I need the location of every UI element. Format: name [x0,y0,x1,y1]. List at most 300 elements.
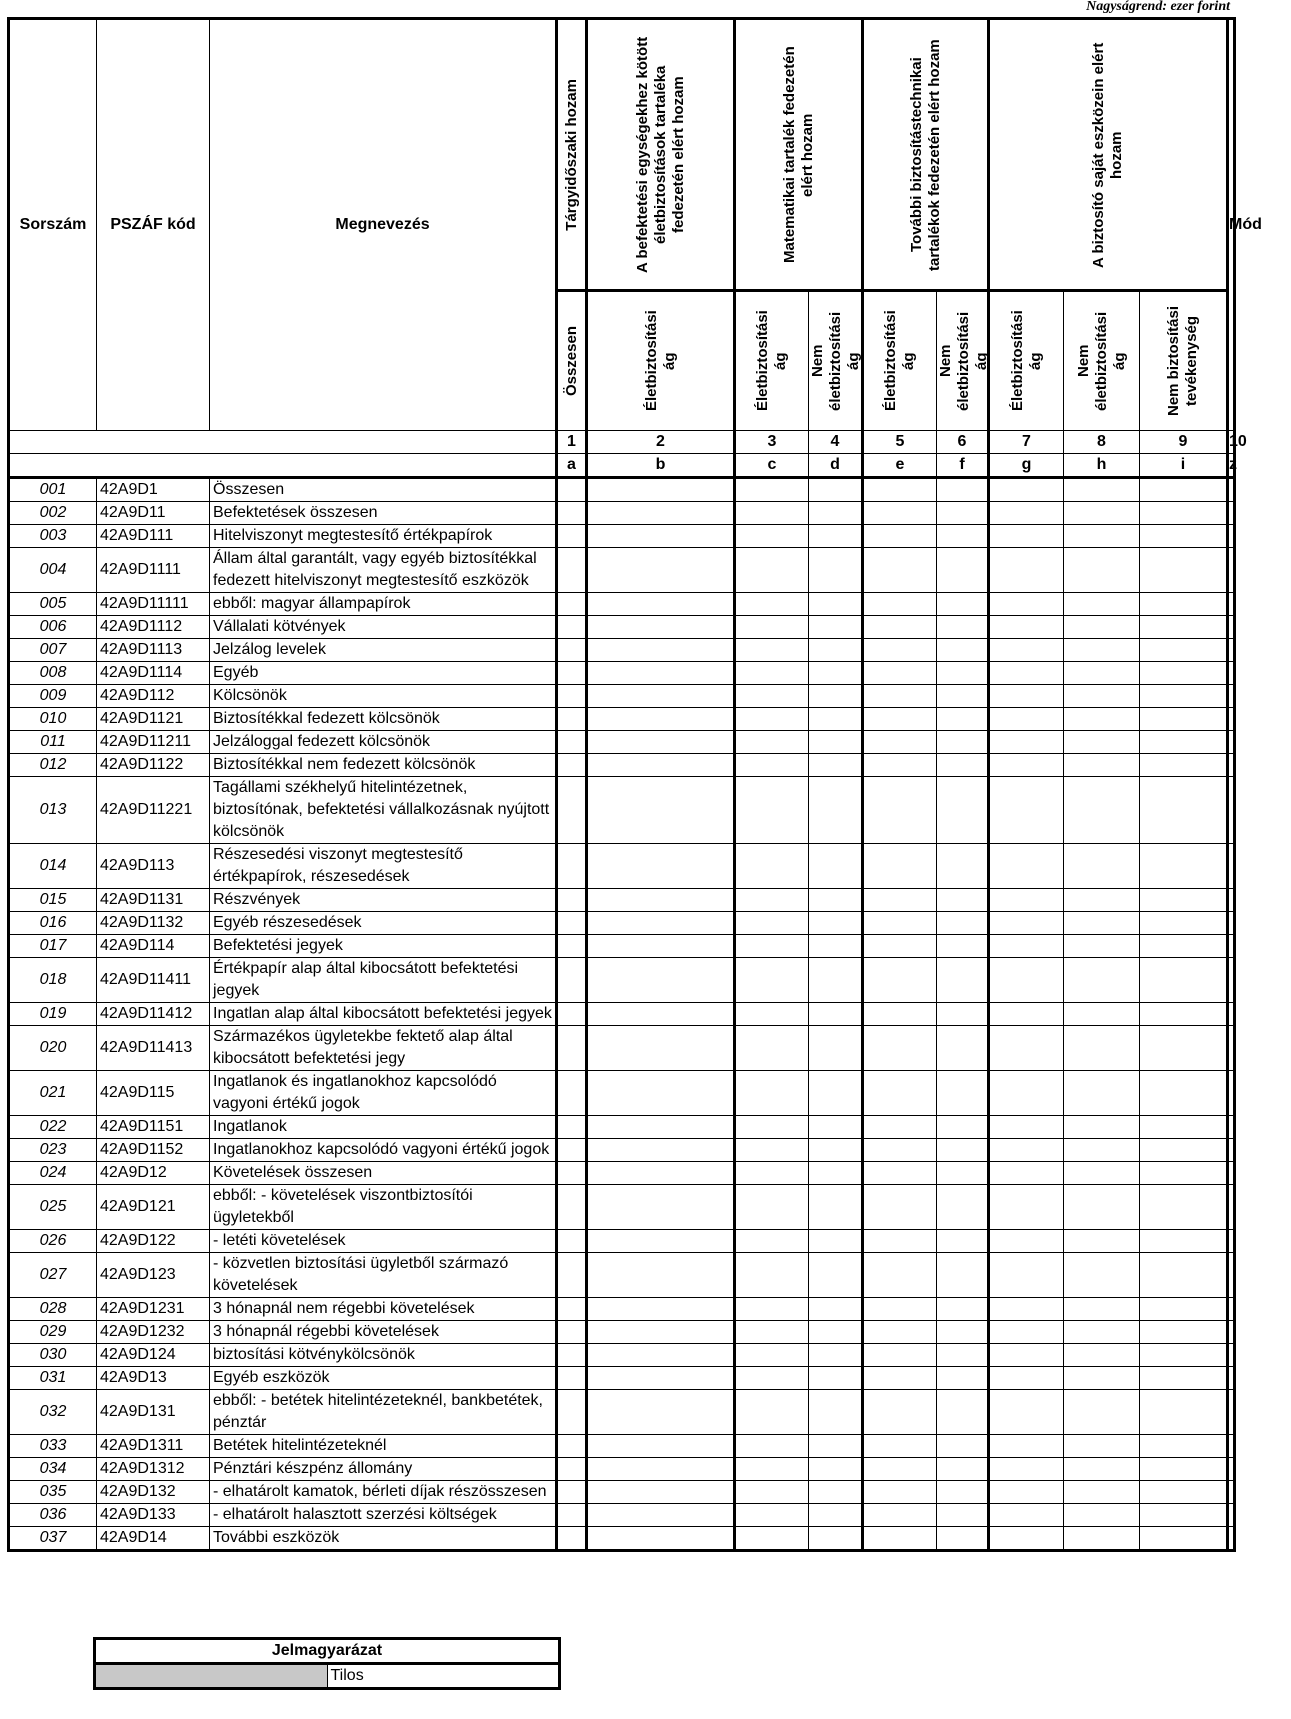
value-cell[interactable] [1228,889,1235,912]
value-cell[interactable] [1064,662,1140,685]
value-cell[interactable] [587,593,735,616]
value-cell[interactable] [989,662,1064,685]
value-cell[interactable] [1228,1367,1235,1390]
value-cell[interactable] [809,1367,863,1390]
value-cell[interactable] [863,616,937,639]
value-cell[interactable] [587,548,735,593]
value-cell[interactable] [863,754,937,777]
value-cell[interactable] [989,502,1064,525]
value-cell[interactable] [1064,1116,1140,1139]
value-cell[interactable] [809,502,863,525]
value-cell[interactable] [863,731,937,754]
value-cell[interactable] [809,777,863,844]
value-cell[interactable] [863,777,937,844]
value-cell[interactable] [809,1139,863,1162]
value-cell[interactable] [863,912,937,935]
value-cell[interactable] [1228,777,1235,844]
value-cell[interactable] [937,708,989,731]
value-cell[interactable] [809,1071,863,1116]
value-cell[interactable] [557,1344,587,1367]
value-cell[interactable] [587,662,735,685]
value-cell[interactable] [937,844,989,889]
value-cell[interactable] [735,1185,809,1230]
value-cell[interactable] [1228,731,1235,754]
value-cell[interactable] [937,1071,989,1116]
value-cell[interactable] [1140,1162,1228,1185]
value-cell[interactable] [1140,1003,1228,1026]
value-cell[interactable] [587,731,735,754]
value-cell[interactable] [989,1230,1064,1253]
value-cell[interactable] [809,1481,863,1504]
value-cell[interactable] [937,685,989,708]
value-cell[interactable] [989,478,1064,502]
value-cell[interactable] [587,1321,735,1344]
value-cell[interactable] [989,912,1064,935]
value-cell[interactable] [863,593,937,616]
value-cell[interactable] [863,1344,937,1367]
value-cell[interactable] [557,844,587,889]
value-cell[interactable] [735,1527,809,1551]
value-cell[interactable] [863,708,937,731]
value-cell[interactable] [557,935,587,958]
value-cell[interactable] [863,1230,937,1253]
value-cell[interactable] [809,639,863,662]
value-cell[interactable] [809,1116,863,1139]
value-cell[interactable] [557,1321,587,1344]
value-cell[interactable] [1064,593,1140,616]
value-cell[interactable] [735,958,809,1003]
value-cell[interactable] [1140,1321,1228,1344]
value-cell[interactable] [735,639,809,662]
value-cell[interactable] [557,525,587,548]
value-cell[interactable] [587,1527,735,1551]
value-cell[interactable] [1140,1435,1228,1458]
value-cell[interactable] [587,1344,735,1367]
value-cell[interactable] [989,1367,1064,1390]
value-cell[interactable] [863,935,937,958]
value-cell[interactable] [937,593,989,616]
value-cell[interactable] [587,708,735,731]
value-cell[interactable] [937,1139,989,1162]
value-cell[interactable] [557,662,587,685]
value-cell[interactable] [1064,731,1140,754]
value-cell[interactable] [863,1435,937,1458]
value-cell[interactable] [1140,1344,1228,1367]
value-cell[interactable] [557,1162,587,1185]
value-cell[interactable] [735,912,809,935]
value-cell[interactable] [937,1253,989,1298]
value-cell[interactable] [1140,478,1228,502]
value-cell[interactable] [1064,478,1140,502]
value-cell[interactable] [587,639,735,662]
value-cell[interactable] [1140,616,1228,639]
value-cell[interactable] [1228,525,1235,548]
value-cell[interactable] [1140,708,1228,731]
value-cell[interactable] [1228,1458,1235,1481]
value-cell[interactable] [557,1458,587,1481]
value-cell[interactable] [587,958,735,1003]
value-cell[interactable] [1140,1071,1228,1116]
value-cell[interactable] [1228,1344,1235,1367]
value-cell[interactable] [557,1185,587,1230]
value-cell[interactable] [735,1162,809,1185]
value-cell[interactable] [587,1003,735,1026]
value-cell[interactable] [1064,1458,1140,1481]
value-cell[interactable] [587,1390,735,1435]
value-cell[interactable] [937,502,989,525]
value-cell[interactable] [735,1026,809,1071]
value-cell[interactable] [587,685,735,708]
value-cell[interactable] [989,1162,1064,1185]
value-cell[interactable] [809,478,863,502]
value-cell[interactable] [937,1390,989,1435]
value-cell[interactable] [863,662,937,685]
value-cell[interactable] [937,1344,989,1367]
value-cell[interactable] [809,1185,863,1230]
value-cell[interactable] [735,1071,809,1116]
value-cell[interactable] [863,1026,937,1071]
value-cell[interactable] [1228,593,1235,616]
value-cell[interactable] [809,525,863,548]
value-cell[interactable] [989,844,1064,889]
value-cell[interactable] [863,525,937,548]
value-cell[interactable] [1064,1504,1140,1527]
value-cell[interactable] [809,548,863,593]
value-cell[interactable] [937,731,989,754]
value-cell[interactable] [557,1367,587,1390]
value-cell[interactable] [989,1390,1064,1435]
value-cell[interactable] [1064,1071,1140,1116]
value-cell[interactable] [1064,1390,1140,1435]
value-cell[interactable] [587,1504,735,1527]
value-cell[interactable] [1228,1527,1235,1551]
value-cell[interactable] [937,1481,989,1504]
value-cell[interactable] [809,1344,863,1367]
value-cell[interactable] [809,1458,863,1481]
value-cell[interactable] [1140,1458,1228,1481]
value-cell[interactable] [863,548,937,593]
value-cell[interactable] [735,1367,809,1390]
value-cell[interactable] [1064,1527,1140,1551]
value-cell[interactable] [863,1116,937,1139]
value-cell[interactable] [587,1230,735,1253]
value-cell[interactable] [735,1504,809,1527]
value-cell[interactable] [1228,1071,1235,1116]
value-cell[interactable] [937,548,989,593]
value-cell[interactable] [1064,616,1140,639]
value-cell[interactable] [809,754,863,777]
value-cell[interactable] [587,525,735,548]
value-cell[interactable] [809,1003,863,1026]
value-cell[interactable] [557,958,587,1003]
value-cell[interactable] [735,525,809,548]
value-cell[interactable] [989,1527,1064,1551]
value-cell[interactable] [587,1458,735,1481]
value-cell[interactable] [809,1298,863,1321]
value-cell[interactable] [735,502,809,525]
value-cell[interactable] [937,1367,989,1390]
value-cell[interactable] [1140,754,1228,777]
value-cell[interactable] [1140,1481,1228,1504]
value-cell[interactable] [557,777,587,844]
value-cell[interactable] [1228,958,1235,1003]
value-cell[interactable] [989,1253,1064,1298]
value-cell[interactable] [989,1458,1064,1481]
value-cell[interactable] [863,958,937,1003]
value-cell[interactable] [809,844,863,889]
value-cell[interactable] [1064,1162,1140,1185]
value-cell[interactable] [863,1527,937,1551]
value-cell[interactable] [735,889,809,912]
value-cell[interactable] [587,1185,735,1230]
value-cell[interactable] [809,1026,863,1071]
value-cell[interactable] [937,1298,989,1321]
value-cell[interactable] [587,1481,735,1504]
value-cell[interactable] [863,1185,937,1230]
value-cell[interactable] [1064,754,1140,777]
value-cell[interactable] [989,1298,1064,1321]
value-cell[interactable] [1064,1026,1140,1071]
value-cell[interactable] [735,731,809,754]
value-cell[interactable] [735,1435,809,1458]
value-cell[interactable] [1064,1481,1140,1504]
value-cell[interactable] [1140,889,1228,912]
value-cell[interactable] [587,1026,735,1071]
value-cell[interactable] [557,731,587,754]
value-cell[interactable] [557,1253,587,1298]
value-cell[interactable] [735,1116,809,1139]
value-cell[interactable] [1064,1003,1140,1026]
value-cell[interactable] [809,1162,863,1185]
value-cell[interactable] [1140,548,1228,593]
value-cell[interactable] [557,889,587,912]
value-cell[interactable] [1140,593,1228,616]
value-cell[interactable] [863,1504,937,1527]
value-cell[interactable] [1064,935,1140,958]
value-cell[interactable] [989,525,1064,548]
value-cell[interactable] [735,1230,809,1253]
value-cell[interactable] [557,1071,587,1116]
value-cell[interactable] [989,889,1064,912]
value-cell[interactable] [937,1504,989,1527]
value-cell[interactable] [1228,844,1235,889]
value-cell[interactable] [1140,958,1228,1003]
value-cell[interactable] [937,754,989,777]
value-cell[interactable] [587,478,735,502]
value-cell[interactable] [557,616,587,639]
value-cell[interactable] [1064,1367,1140,1390]
value-cell[interactable] [557,1390,587,1435]
value-cell[interactable] [587,1253,735,1298]
value-cell[interactable] [863,478,937,502]
value-cell[interactable] [809,1390,863,1435]
value-cell[interactable] [735,1139,809,1162]
value-cell[interactable] [1228,616,1235,639]
value-cell[interactable] [989,1344,1064,1367]
value-cell[interactable] [1228,912,1235,935]
value-cell[interactable] [937,1185,989,1230]
value-cell[interactable] [1228,502,1235,525]
value-cell[interactable] [587,889,735,912]
value-cell[interactable] [557,1139,587,1162]
value-cell[interactable] [863,502,937,525]
value-cell[interactable] [937,639,989,662]
value-cell[interactable] [735,1003,809,1026]
value-cell[interactable] [1140,777,1228,844]
value-cell[interactable] [989,958,1064,1003]
value-cell[interactable] [1140,844,1228,889]
value-cell[interactable] [989,1026,1064,1071]
value-cell[interactable] [1228,708,1235,731]
value-cell[interactable] [1228,1481,1235,1504]
value-cell[interactable] [1140,502,1228,525]
value-cell[interactable] [1228,1230,1235,1253]
value-cell[interactable] [1064,1185,1140,1230]
value-cell[interactable] [557,1481,587,1504]
value-cell[interactable] [1228,639,1235,662]
value-cell[interactable] [1064,912,1140,935]
value-cell[interactable] [1228,1162,1235,1185]
value-cell[interactable] [587,1139,735,1162]
value-cell[interactable] [989,1481,1064,1504]
value-cell[interactable] [937,1230,989,1253]
value-cell[interactable] [989,777,1064,844]
value-cell[interactable] [809,889,863,912]
value-cell[interactable] [735,844,809,889]
value-cell[interactable] [809,662,863,685]
value-cell[interactable] [989,754,1064,777]
value-cell[interactable] [557,708,587,731]
value-cell[interactable] [1140,1367,1228,1390]
value-cell[interactable] [1064,958,1140,1003]
value-cell[interactable] [1064,1230,1140,1253]
value-cell[interactable] [1228,935,1235,958]
value-cell[interactable] [809,935,863,958]
value-cell[interactable] [863,1367,937,1390]
value-cell[interactable] [1064,639,1140,662]
value-cell[interactable] [557,685,587,708]
value-cell[interactable] [809,731,863,754]
value-cell[interactable] [863,685,937,708]
value-cell[interactable] [735,1344,809,1367]
value-cell[interactable] [557,502,587,525]
value-cell[interactable] [809,1504,863,1527]
value-cell[interactable] [1228,1321,1235,1344]
value-cell[interactable] [735,1253,809,1298]
value-cell[interactable] [557,1003,587,1026]
value-cell[interactable] [863,844,937,889]
value-cell[interactable] [1140,1298,1228,1321]
value-cell[interactable] [1228,548,1235,593]
value-cell[interactable] [809,1230,863,1253]
value-cell[interactable] [989,1003,1064,1026]
value-cell[interactable] [587,935,735,958]
value-cell[interactable] [1228,1116,1235,1139]
value-cell[interactable] [989,616,1064,639]
value-cell[interactable] [1140,525,1228,548]
value-cell[interactable] [735,593,809,616]
value-cell[interactable] [989,1321,1064,1344]
value-cell[interactable] [1064,685,1140,708]
value-cell[interactable] [863,1162,937,1185]
value-cell[interactable] [1064,708,1140,731]
value-cell[interactable] [937,1321,989,1344]
value-cell[interactable] [587,1162,735,1185]
value-cell[interactable] [1140,1230,1228,1253]
value-cell[interactable] [937,889,989,912]
value-cell[interactable] [735,662,809,685]
value-cell[interactable] [735,1481,809,1504]
value-cell[interactable] [863,1071,937,1116]
value-cell[interactable] [1064,1435,1140,1458]
value-cell[interactable] [989,1185,1064,1230]
value-cell[interactable] [1064,1298,1140,1321]
value-cell[interactable] [587,1116,735,1139]
value-cell[interactable] [587,844,735,889]
value-cell[interactable] [863,1458,937,1481]
value-cell[interactable] [1228,1435,1235,1458]
value-cell[interactable] [937,1026,989,1071]
value-cell[interactable] [557,593,587,616]
value-cell[interactable] [1140,731,1228,754]
value-cell[interactable] [809,1527,863,1551]
value-cell[interactable] [863,639,937,662]
value-cell[interactable] [557,1435,587,1458]
value-cell[interactable] [937,1435,989,1458]
value-cell[interactable] [1064,502,1140,525]
value-cell[interactable] [1228,1185,1235,1230]
value-cell[interactable] [809,685,863,708]
value-cell[interactable] [989,1116,1064,1139]
value-cell[interactable] [937,616,989,639]
value-cell[interactable] [557,639,587,662]
value-cell[interactable] [1064,844,1140,889]
value-cell[interactable] [809,593,863,616]
value-cell[interactable] [937,662,989,685]
value-cell[interactable] [1140,1026,1228,1071]
value-cell[interactable] [1228,1026,1235,1071]
value-cell[interactable] [809,1321,863,1344]
value-cell[interactable] [1064,1321,1140,1344]
value-cell[interactable] [557,754,587,777]
value-cell[interactable] [587,502,735,525]
value-cell[interactable] [937,912,989,935]
value-cell[interactable] [863,1298,937,1321]
value-cell[interactable] [557,1116,587,1139]
value-cell[interactable] [735,777,809,844]
value-cell[interactable] [1228,1504,1235,1527]
value-cell[interactable] [809,958,863,1003]
value-cell[interactable] [989,548,1064,593]
value-cell[interactable] [735,708,809,731]
value-cell[interactable] [809,1435,863,1458]
value-cell[interactable] [1140,1139,1228,1162]
value-cell[interactable] [735,685,809,708]
value-cell[interactable] [937,1116,989,1139]
value-cell[interactable] [587,777,735,844]
value-cell[interactable] [735,616,809,639]
value-cell[interactable] [735,1390,809,1435]
value-cell[interactable] [989,1071,1064,1116]
value-cell[interactable] [863,889,937,912]
value-cell[interactable] [989,1504,1064,1527]
value-cell[interactable] [863,1321,937,1344]
value-cell[interactable] [937,777,989,844]
value-cell[interactable] [863,1390,937,1435]
value-cell[interactable] [587,1435,735,1458]
value-cell[interactable] [1228,685,1235,708]
value-cell[interactable] [557,1230,587,1253]
